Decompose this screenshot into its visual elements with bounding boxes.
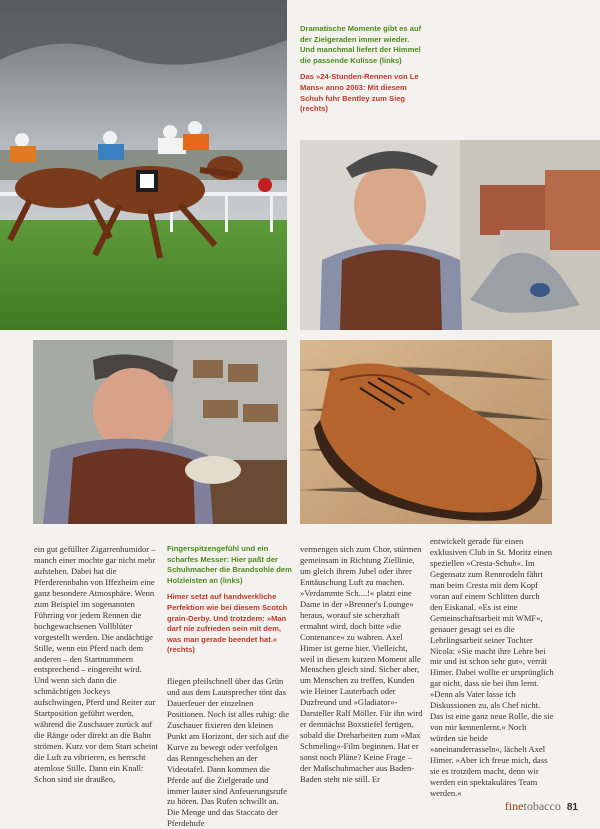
body-column-4 <box>430 536 554 798</box>
body-column-3 <box>300 544 424 794</box>
scotch-grain-derby-photo <box>300 340 552 524</box>
page-number: 81 <box>566 802 578 813</box>
horse-race-photo <box>0 0 287 330</box>
body-column-1 <box>34 544 158 794</box>
column-3-text: vermengen sich zum Chor, stürmen gemeinsam in Richtung Ziellinie, um gleich ihrem Jubel oder ihrer Enttäuschung Luft zu machen. »Verdammte Sch....!« platzt eine Dame in der »Brenner's Lounge« heraus, worauf sie scherzhaft ermahnt wird, doch bitte »die Contenance« zu wahren. Axel Himer ist gerne hier. Vielleicht, weil in diesem kurzen Moment alle Menschen gleich sind. Sicher aber, um Menschen zu treffen, Kunden wie Heiner Lauterbach oder Duzfreund und »Gladiator«-Darsteller Ralf Möller. Für ihn wird er demnächst Boxstiefel fertigen, sobald die Dreharbeiten zum »Max Schmeling«-Film beginnen. Hat er sonst noch Pläne? Keine Frage – der Maßschuhmacher aus Baden-Baden steht nie still. Er <box>300 544 423 785</box>
magazine-brand <box>505 799 561 813</box>
column-2-text: fliegen pfeilschnell über das Grün und aus dem Lautsprecher tönt das Dauerfeuer der einzelnen Positionen. Noch ist alles ruhig: die Zuschauer fixieren den kleinen Punkt am Horizont, der sich auf die Kurve zu bewegt oder verfolgen das Renngeschehen an der Videotafel. Dann kommen die Pferde auf die Zielgerade und immer lauter sind Anfeuerungsrufe zu hören. Das Rufen schwillt an. Die Menge und das Staccato der Pferdehufe <box>167 676 290 829</box>
page-footer <box>505 799 578 814</box>
shoemaker-workbench-photo <box>33 340 287 524</box>
column-4-text: entwickelt gerade für einen exklusiven Club in St. Moritz einen speziellen »Cresta-Schuh«. Im Gegensatz zum Rennrodeln fährt man beim Cresta mit dem Kopf voran auf einem Schlitten durch den Eiskanal. »Es ist eine Gemeinschaftsarbeit mit WMF«, genauer gesagt sei es die Lehrlingsarbeit seiner Tochter Nicola: »Sie macht ihre Lehre bei mir und ist schon sehr gut«, verrät Himer. Dabei wollte er ursprünglich gar nicht, dass sie bei ihm lernt. »Denn als Vater lasse ich Diskussionen zu, als Chef nicht. Das ist eine ganz neue Rolle, die sie von mir kennenlernt.« Noch würden sie beide »aneinanderrasseln«, lächelt Axel Himer. »Aber ich freue mich, dass sie es trotzdem macht, denn wir werden ein spektakuläres Team werden.« <box>430 536 554 798</box>
caption-horse-race: Dramatische Momente gibt es auf der Zielgeraden immer wieder. Und manchmal liefert der Himmel die passende Kulisse (links) <box>300 24 422 65</box>
bentley-shoe-portrait-photo <box>300 140 600 330</box>
brand-prefix: fine <box>504 799 524 813</box>
caption-derby: Himer setzt auf handwerkliche Perfektion wie bei diesem Scotch grain-Derby. Und trotzdem: »Man darf nie zufrieden sein mit dem, was man gerade beendet hat.« (rechts) <box>167 592 288 655</box>
body-column-2 <box>167 676 291 829</box>
caption-shoemaker: Fingerspitzengefühl und ein scharfes Messer: Hier paßt der Schuhmacher die Brandsohle dem Holzleisten an (links) <box>167 544 292 585</box>
column-1-text: ein gut gefüllter Zigarrenhumidor – manch einer mochte gar nicht mehr aufstehen. Dabei hat die Pferderennbahn von Iffezheim eine ganz besondere Atmosphäre. Wenn zum Beispiel im sogenannten Führring vor jedem Rennen die hochgewachsenen Vollblüter vorgestellt werden. Die andächtige Stille, wenn ein Pferd nach dem anderen – den Startnummern entsprechend – eingereiht wird. Und wenn sich dann die schmächtigen Jockeys aufschwingen, Pferd und Reiter zur Startposition geführt werden, während die Zuschauer zurück auf die Ränge oder direkt an die Bahn strömen. Kurz vor dem Start scheint die Luft zu vibrieren, es herrscht atemlose Stille. Dann ein Knall: Schon sind sie draußen, <box>34 544 158 785</box>
caption-le-mans: Das »24-Stunden-Rennen von Le Mans« anno 2003: Mit diesem Schuh fuhr Bentley zum Sieg (rechts) <box>300 72 419 114</box>
top-photo-captions <box>300 24 424 121</box>
brand-suffix: tobacco <box>523 799 561 813</box>
middle-photo-captions <box>167 544 295 662</box>
